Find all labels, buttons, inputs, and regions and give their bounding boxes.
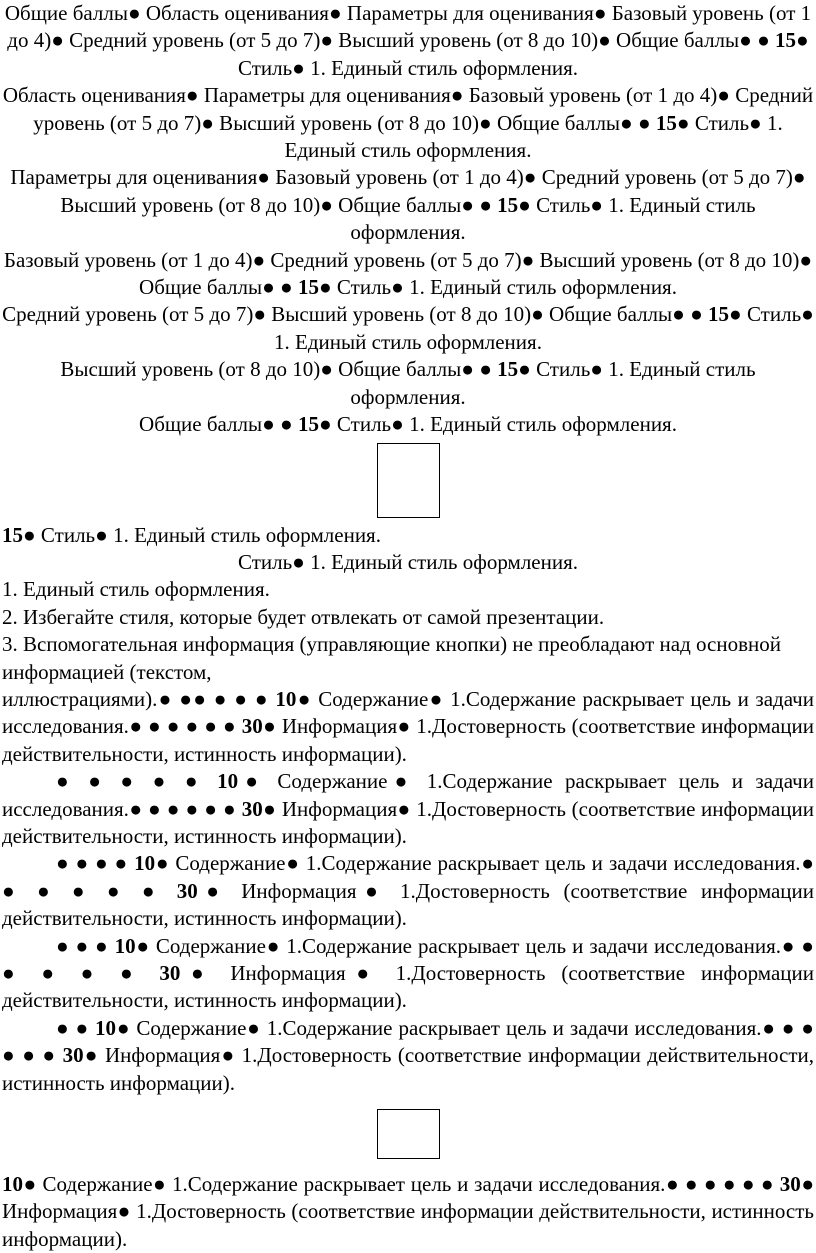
bold-score: 15 [298,412,319,437]
paragraph-9 [2,549,814,576]
para-lead: ● ● ● [56,933,115,958]
content-paragraph-1 [2,768,814,850]
paragraph-4 [2,247,814,302]
para-tail: ● Стиль● 1. Единый стиль оформления. [350,192,756,245]
para-text: Базовый уровень (от 1 до 4)● Средний уровень (от 5 до 7)● Высший уровень (от 8 до 10)● Общие баллы● ● [3,247,813,300]
bold-score: 15 [497,357,519,382]
bold-score: 15 [2,522,23,547]
bold-score: 10 [95,1015,117,1040]
bold-score: 15 [708,302,730,327]
paragraph-7 [2,411,814,438]
para-tail: ● Информация● 1.Достоверность (соответствие информации действительности, истинность информации). [2,1043,814,1095]
para-tail: ● Стиль● 1. Единый стиль оформления. [274,302,814,354]
para-mid: ● Содержание● 1.Содержание раскрывает цель и задачи исследования.● ● ● ● ● ● [2,769,814,821]
para-tail: ● Информация● 1.Достоверность (соответствие информации действительности, истинность информации). [2,878,814,931]
final-paragraph [2,1171,814,1253]
para-tail: ● Стиль● 1. Единый стиль оформления. [319,275,677,300]
list-item-1: 1. Единый стиль оформления. [2,577,270,602]
para-mid: ● Содержание● 1.Содержание раскрывает цель и задачи исследования.● ● ● ● ● ● [2,686,814,739]
para-mid: ● Содержание● 1.Содержание раскрывает цель и задачи исследования.● ● ● ● ● ● [2,851,814,903]
bold-score: 15 [775,28,797,53]
bold-score: 30 [241,714,263,739]
bold-score: 30 [176,878,198,903]
bold-score: 10 [134,851,156,876]
bold-score: 15 [497,192,519,217]
para-text: Стиль● 1. Единый стиль оформления. [237,549,579,574]
para-mid: ● Содержание● 1.Содержание раскрывает цель и задачи исследования.● ● ● ● ● ● [2,1015,814,1068]
document-page [2,0,814,1253]
para-tail: ● Стиль● 1. Единый стиль оформления. [23,522,381,547]
content-paragraph-2 [2,850,814,932]
bold-score: 10 [2,1172,23,1197]
para-lead: ● ● ● ● [56,851,135,876]
bold-score: 30 [779,1172,801,1197]
empty-frame [377,1109,440,1159]
bold-score: 30 [62,1043,84,1068]
para-tail: ● Информация● 1.Достоверность (соответствие информации действительности, истинность информации). [2,1172,815,1251]
paragraph-8 [2,522,814,549]
content-paragraph-3 [2,933,814,1015]
para-text: Параметры для оценивания● Базовый уровень (от 1 до 4)● Средний уровень (от 5 до 7)● Высший уровень (от 8 до 10)● Общие баллы● ● [10,165,806,217]
para-text: Область оценивания● Параметры для оценивания● Базовый уровень (от 1 до 4)● Средний уровень (от 5 до 7)● Высший уровень (от 8 до 10)● Общие баллы● ● [2,83,814,135]
para-text: иллюстрациями).● ●● ● ● ● [2,686,276,711]
bold-score: 10 [275,686,297,711]
para-lead: ● ● [56,1015,96,1040]
content-paragraph-4 [2,1015,814,1097]
bold-score: 15 [298,275,319,300]
para-lead: ● ● ● ● ● [56,769,218,794]
paragraph-5 [2,301,814,356]
para-tail: ● Стиль● 1. Единый стиль оформления. [237,28,809,80]
para-mid: ● Содержание● 1.Содержание раскрывает цель и задачи исследования.● ● ● ● ● ● [2,933,814,985]
paragraph-2 [2,82,814,164]
para-text: Общие баллы● Область оценивания● Параметры для оценивания● Базовый уровень (от 1 до 4)● Средний уровень (от 5 до 7)● Высший уровень (от 8 до 10)● Общие баллы● ● [4,1,812,53]
para-mid: ● Содержание● 1.Содержание раскрывает цель и задачи исследования.● ● ● ● ● ● [23,1172,780,1197]
paragraph-3 [2,164,814,246]
para-tail: ● Стиль● 1. Единый стиль оформления. [284,110,783,163]
bold-score: 10 [114,933,136,958]
bold-score: 30 [159,961,181,985]
para-text: Высший уровень (от 8 до 10)● Общие баллы● ● [60,357,498,382]
list-item-2: 2. Избегайте стиля, которые будет отвлекать от самой презентации. [2,604,605,629]
empty-frame [377,443,440,518]
para-text: Общие баллы● ● [139,412,298,437]
para-tail: ● Стиль● 1. Единый стиль оформления. [350,357,756,409]
illustrations-paragraph [2,686,814,768]
paragraph-6 [2,356,814,411]
list-item-3: 3. Вспомогательная информация (управляющие кнопки) не преобладают над основной информацией (текстом, [2,632,781,684]
para-tail: ● Информация● 1.Достоверность (соответствие информации действительности, истинность информации). [2,714,814,766]
bold-score: 30 [241,796,263,821]
para-tail: ● Информация● 1.Достоверность (соответствие информации действительности, истинность информации). [2,961,814,1013]
para-text: Средний уровень (от 5 до 7)● Высший уровень (от 8 до 10)● Общие баллы● ● [2,302,709,327]
para-tail: ● Информация● 1.Достоверность (соответствие информации действительности, истинность информации). [2,796,814,848]
bold-score: 15 [655,110,677,135]
bold-score: 10 [217,769,239,794]
para-tail: ● Стиль● 1. Единый стиль оформления. [319,412,677,437]
paragraph-1 [2,0,814,82]
